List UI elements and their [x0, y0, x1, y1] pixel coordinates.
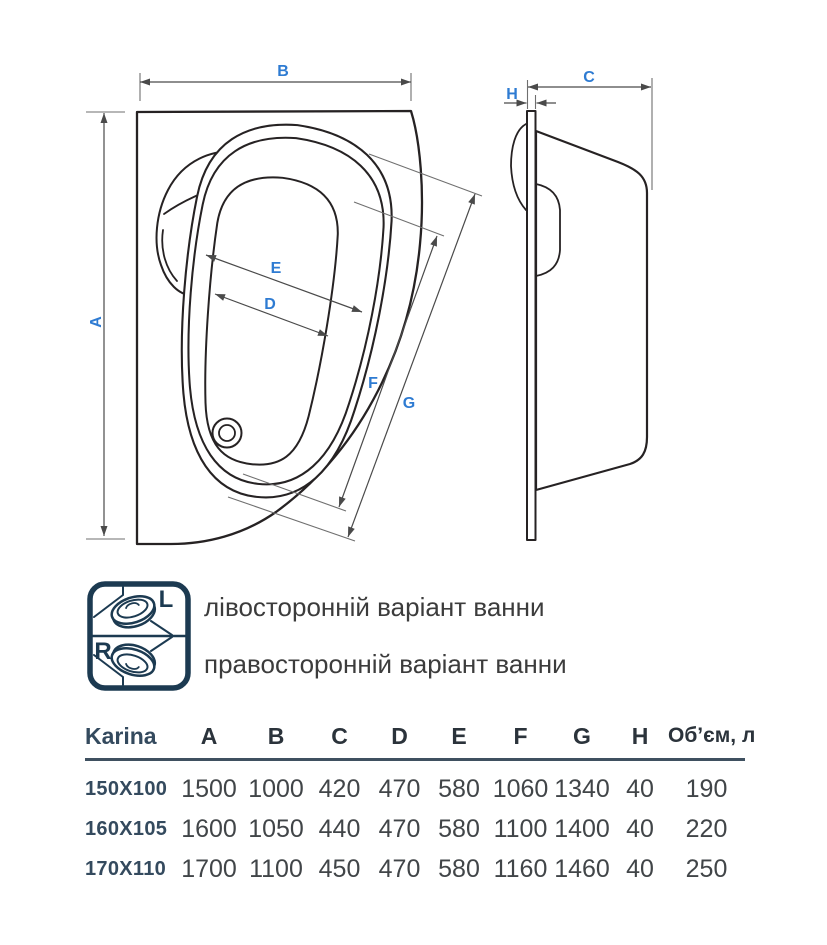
value-G: 1340: [554, 774, 610, 803]
value-G: 1460: [554, 854, 610, 883]
side-rim-sliver: [511, 124, 526, 210]
table-body: [85, 761, 745, 889]
col-header-F: F: [513, 722, 528, 749]
dim-label-A: A: [88, 316, 105, 328]
left-variant-letter: L: [158, 586, 174, 613]
dim-label-D: D: [264, 296, 276, 313]
value-E: 580: [438, 814, 480, 843]
dim-label-E: E: [270, 260, 282, 277]
col-header-volume: Об’єм, л: [668, 724, 756, 747]
top-view: [137, 111, 422, 544]
size-label: 160X105: [85, 817, 168, 840]
side-panel: [527, 111, 536, 540]
dimensions-table: [85, 714, 756, 889]
value-C: 450: [318, 854, 361, 883]
value-D: 470: [378, 774, 421, 803]
col-header-E: E: [451, 722, 467, 749]
dim-label-C: C: [583, 69, 595, 86]
value-volume: 220: [685, 814, 728, 843]
model-name: Karina: [85, 722, 157, 749]
value-volume: 190: [685, 774, 728, 803]
table-row: [85, 849, 745, 889]
dim-label-B: B: [277, 63, 289, 80]
value-volume: 250: [685, 854, 728, 883]
legend-right-variant-text: правосторонній варіант ванни: [204, 649, 567, 679]
value-D: 470: [378, 854, 421, 883]
value-H: 40: [626, 774, 654, 803]
value-A: 1500: [181, 774, 237, 803]
value-H: 40: [626, 814, 654, 843]
right-variant-letter: R: [94, 638, 112, 665]
table-row: [85, 809, 745, 849]
value-D: 470: [378, 814, 421, 843]
side-tub-body: [536, 131, 647, 490]
value-G: 1400: [554, 814, 610, 843]
table-row: [85, 769, 745, 809]
value-H: 40: [626, 854, 654, 883]
value-A: 1600: [181, 814, 237, 843]
col-header-A: A: [200, 722, 218, 749]
col-header-G: G: [573, 722, 591, 749]
col-header-C: C: [331, 722, 348, 749]
value-C: 420: [318, 774, 361, 803]
orientation-variants-icon: [87, 581, 191, 691]
col-header-B: B: [267, 722, 285, 749]
col-header-H: H: [631, 722, 649, 749]
value-B: 1050: [248, 814, 304, 843]
dim-label-G: G: [402, 395, 416, 412]
col-header-D: D: [391, 722, 408, 749]
value-E: 580: [438, 854, 480, 883]
dim-label-F: F: [368, 375, 378, 392]
legend-left-variant-text: лівосторонній варіант ванни: [204, 592, 545, 622]
value-C: 440: [318, 814, 361, 843]
value-B: 1000: [248, 774, 304, 803]
value-B: 1100: [249, 854, 303, 883]
dim-label-H: H: [506, 86, 518, 103]
size-label: 150X100: [85, 777, 168, 800]
value-E: 580: [438, 774, 480, 803]
table-header-row: [85, 714, 756, 758]
value-F: 1100: [493, 814, 548, 843]
size-label: 170X110: [85, 857, 167, 880]
value-F: 1160: [493, 854, 548, 883]
side-view: [511, 111, 647, 540]
value-F: 1060: [492, 774, 549, 803]
value-A: 1700: [181, 854, 237, 883]
